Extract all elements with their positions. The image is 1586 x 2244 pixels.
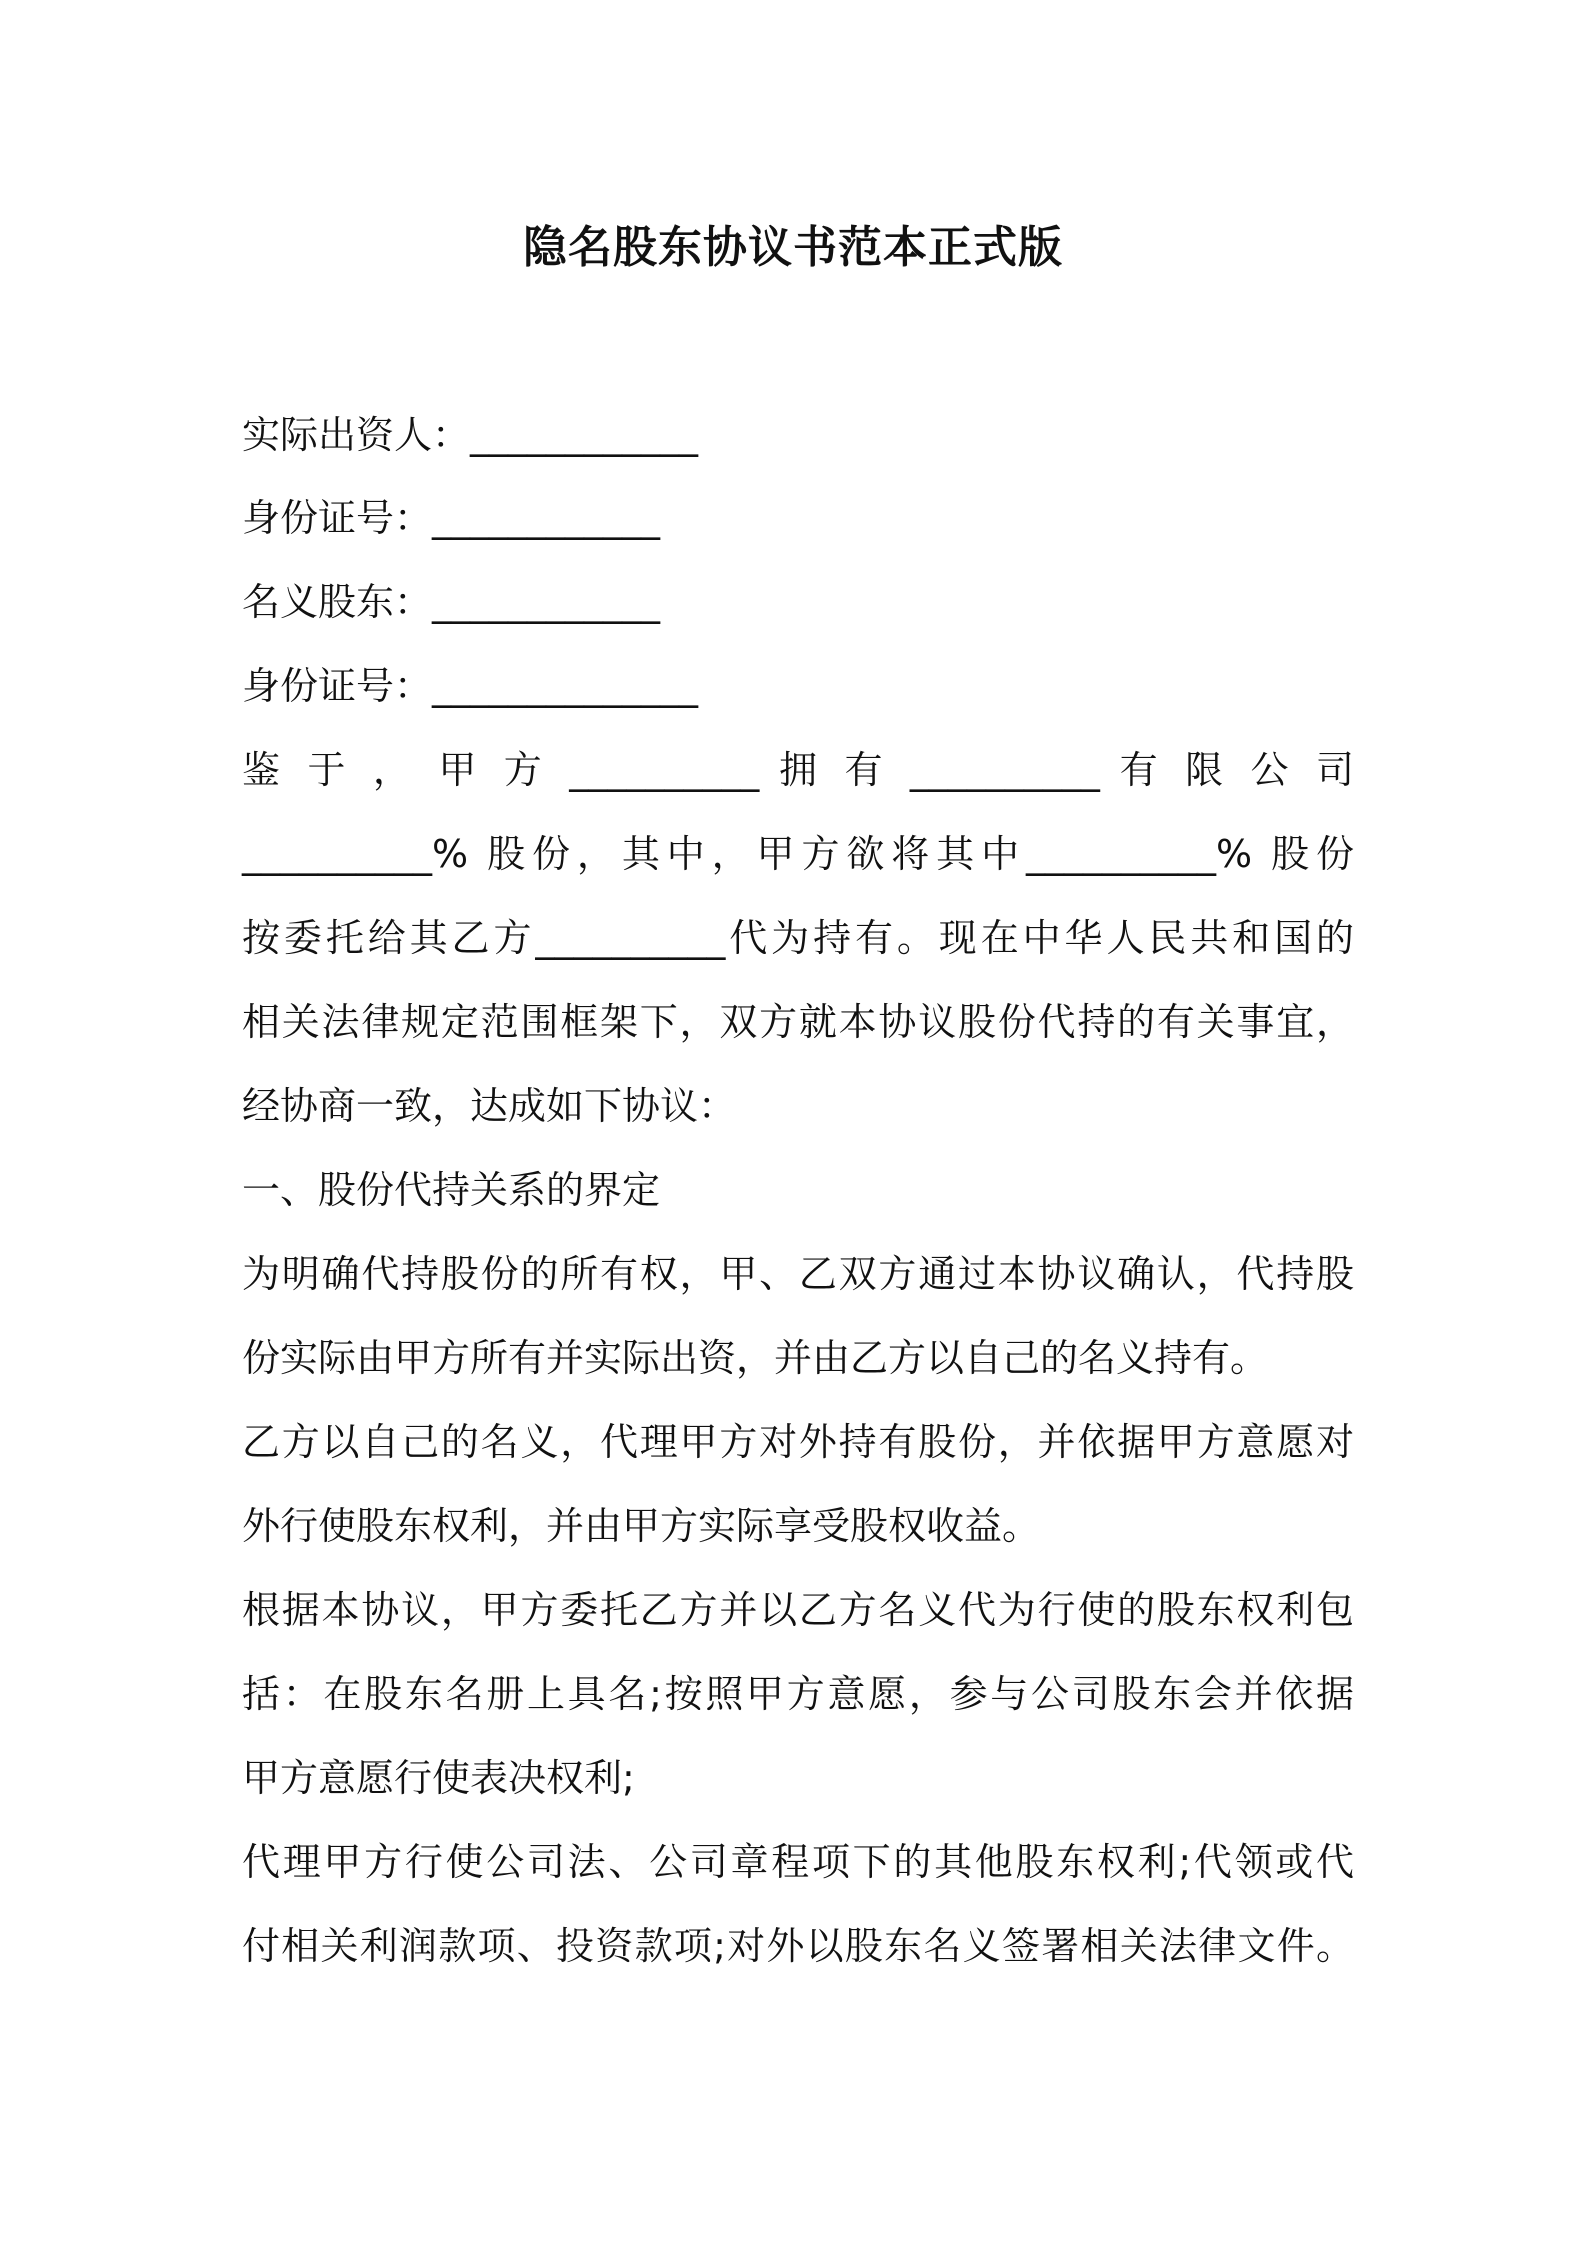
body-line: 经协商一致，达成如下协议： [242, 1084, 737, 1128]
body-line: 按委托给其乙方__________代为持有。现在中华人民共和国的 [242, 916, 1354, 960]
body-line: 括：在股东名册上具名;按照甲方意愿，参与公司股东会并依据 [242, 1672, 1354, 1716]
field-id-number-1: 身份证号：____________ [242, 496, 661, 540]
body-line: __________% 股份，其中，甲方欲将其中__________% 股份 [242, 832, 1354, 876]
body-line: 根据本协议，甲方委托乙方并以乙方名义代为行使的股东权利包 [242, 1588, 1354, 1632]
body-line: 付相关利润款项、投资款项;对外以股东名义签署相关法律文件。 [242, 1924, 1354, 1968]
body-line: 外行使股东权利，并由甲方实际享受股权收益。 [242, 1504, 1041, 1548]
body-line: 鉴 于 ， 甲 方 __________ 拥 有 __________ 有 限 公 司 [242, 748, 1354, 792]
body-line: 代理甲方行使公司法、公司章程项下的其他股东权利;代领或代 [242, 1840, 1354, 1884]
section-heading: 一、股份代持关系的界定 [242, 1168, 661, 1212]
body-line: 为明确代持股份的所有权，甲、乙双方通过本协议确认，代持股 [242, 1252, 1354, 1296]
body-line: 相关法律规定范围框架下，双方就本协议股份代持的有关事宜， [242, 1000, 1354, 1044]
body-line: 乙方以自己的名义，代理甲方对外持有股份，并依据甲方意愿对 [242, 1420, 1354, 1464]
field-id-number-2: 身份证号：______________ [242, 664, 699, 708]
body-line: 甲方意愿行使表决权利; [242, 1756, 635, 1800]
body-line: 份实际由甲方所有并实际出资，并由乙方以自己的名义持有。 [242, 1336, 1269, 1380]
field-nominal-shareholder: 名义股东：____________ [242, 580, 661, 624]
document-title: 隐名股东协议书范本正式版 [523, 222, 1063, 273]
field-actual-investor: 实际出资人：____________ [242, 413, 699, 457]
